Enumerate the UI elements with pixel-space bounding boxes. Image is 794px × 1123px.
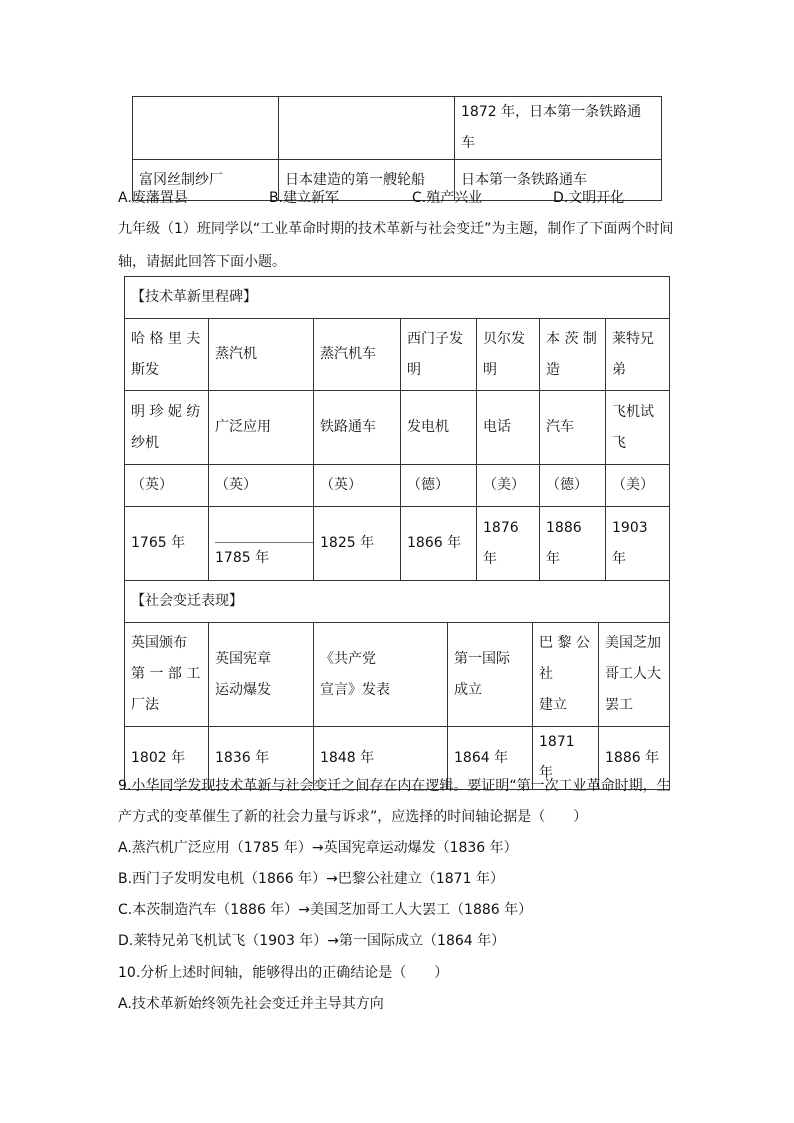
- tech-country-cell: （英）: [314, 465, 401, 507]
- top-table-cell: 1872 年，日本第一条铁路通车: [455, 97, 662, 160]
- top-table-cell: [279, 97, 455, 160]
- top-table-cell: 富冈丝制纱厂: [133, 160, 279, 201]
- tech-invention-cell: 广泛应用: [209, 391, 314, 465]
- tech-inventor-cell: 莱特兄弟: [606, 319, 670, 391]
- q8-option-b: B.建立新军: [269, 190, 340, 206]
- tech-year-cell: 1765 年: [125, 507, 209, 581]
- tech-country-cell: （英）: [125, 465, 209, 507]
- q9-option-c: C.本茨制造汽车（1886 年）→美国芝加哥工人大罢工（1886 年）: [118, 902, 533, 918]
- social-event-cell: 英国宪章 运动爆发: [209, 623, 314, 727]
- tech-inventor-cell: 本 茨 制 造: [540, 319, 606, 391]
- social-table: [124, 580, 670, 790]
- social-event-cell: 第一国际 成立: [448, 623, 533, 727]
- social-year-cell: 1836 年: [209, 727, 314, 790]
- tech-invention-cell: 汽车: [540, 391, 606, 465]
- tech-year-cell: 1825 年: [314, 507, 401, 581]
- top-table: [132, 96, 662, 201]
- q9-option-a: A.蒸汽机广泛应用（1785 年）→英国宪章运动爆发（1836 年）: [118, 840, 518, 856]
- q9-option-d: D.莱特兄弟飞机试飞（1903 年）→第一国际成立（1864 年）: [118, 933, 506, 949]
- tech-year-cell: 1903 年: [606, 507, 670, 581]
- social-year-cell: 1864 年: [448, 727, 533, 790]
- tech-year-cell: 1785 年: [209, 507, 314, 581]
- tech-country-cell: （美）: [477, 465, 540, 507]
- q10-option-a: A.技术革新始终领先社会变迁并主导其方向: [118, 996, 384, 1012]
- intro-line: 九年级（1）班同学以“工业革命时期的技术革新与社会变迁”为主题，制作了下面两个时间: [118, 221, 674, 237]
- tech-year-cell: 1876 年: [477, 507, 540, 581]
- q8-option-c: C.殖产兴业: [412, 190, 483, 206]
- social-year-cell: 1886 年: [599, 727, 670, 790]
- top-table-cell: 日本建造的第一艘轮船: [279, 160, 455, 201]
- tech-year-cell: 1886 年: [540, 507, 606, 581]
- tech-invention-cell: 明 珍 妮 纺 纱机: [125, 391, 209, 465]
- tech-inventor-cell: 贝尔发 明: [477, 319, 540, 391]
- tech-table-heading: 【技术革新里程碑】: [125, 277, 670, 319]
- top-table-cell: [133, 97, 279, 160]
- tech-year-cell: 1866 年: [401, 507, 477, 581]
- q9-stem: 9.小华同学发现技术革新与社会变迁之间存在内在逻辑。要证明“第一次工业革命时期，生: [118, 778, 671, 794]
- tech-country-cell: （美）: [606, 465, 670, 507]
- social-table-heading: 【社会变迁表现】: [125, 581, 670, 623]
- tech-country-cell: （德）: [401, 465, 477, 507]
- tech-country-cell: （德）: [540, 465, 606, 507]
- q8-option-d: D.文明开化: [553, 190, 625, 206]
- intro-line: 轴，请据此回答下面小题。: [118, 254, 286, 270]
- q8-option-a: A.废藩置县: [118, 190, 188, 206]
- social-event-cell: 巴 黎 公 社 建立: [533, 623, 599, 727]
- tech-invention-cell: 飞机试飞: [606, 391, 670, 465]
- tech-inventor-cell: 蒸汽机车: [314, 319, 401, 391]
- q10-stem: 10.分析上述时间轴，能够得出的正确结论是（ ）: [118, 965, 449, 981]
- tech-invention-cell: 电话: [477, 391, 540, 465]
- tech-invention-cell: 发电机: [401, 391, 477, 465]
- tech-invention-cell: 铁路通车: [314, 391, 401, 465]
- q9-option-b: B.西门子发明发电机（1866 年）→巴黎公社建立（1871 年）: [118, 871, 504, 887]
- social-year-cell: 1871 年: [533, 727, 599, 790]
- q9-stem: 产方式的变革催生了新的社会力量与诉求”，应选择的时间轴论据是（ ）: [118, 809, 588, 825]
- tech-inventor-cell: 哈 格 里 夫 斯发: [125, 319, 209, 391]
- social-year-cell: 1802 年: [125, 727, 209, 790]
- tech-country-cell: （英）: [209, 465, 314, 507]
- tech-inventor-cell: 西门子发 明: [401, 319, 477, 391]
- social-year-cell: 1848 年: [314, 727, 448, 790]
- social-event-cell: 《共产党 宣言》发表: [314, 623, 448, 727]
- top-table-cell: 日本第一条铁路通车: [455, 160, 662, 201]
- tech-table: [124, 276, 670, 581]
- tech-inventor-cell: 蒸汽机: [209, 319, 314, 391]
- social-event-cell: 英国颁布 第 一 部 工 厂法: [125, 623, 209, 727]
- social-event-cell: 美国芝加 哥工人大 罢工: [599, 623, 670, 727]
